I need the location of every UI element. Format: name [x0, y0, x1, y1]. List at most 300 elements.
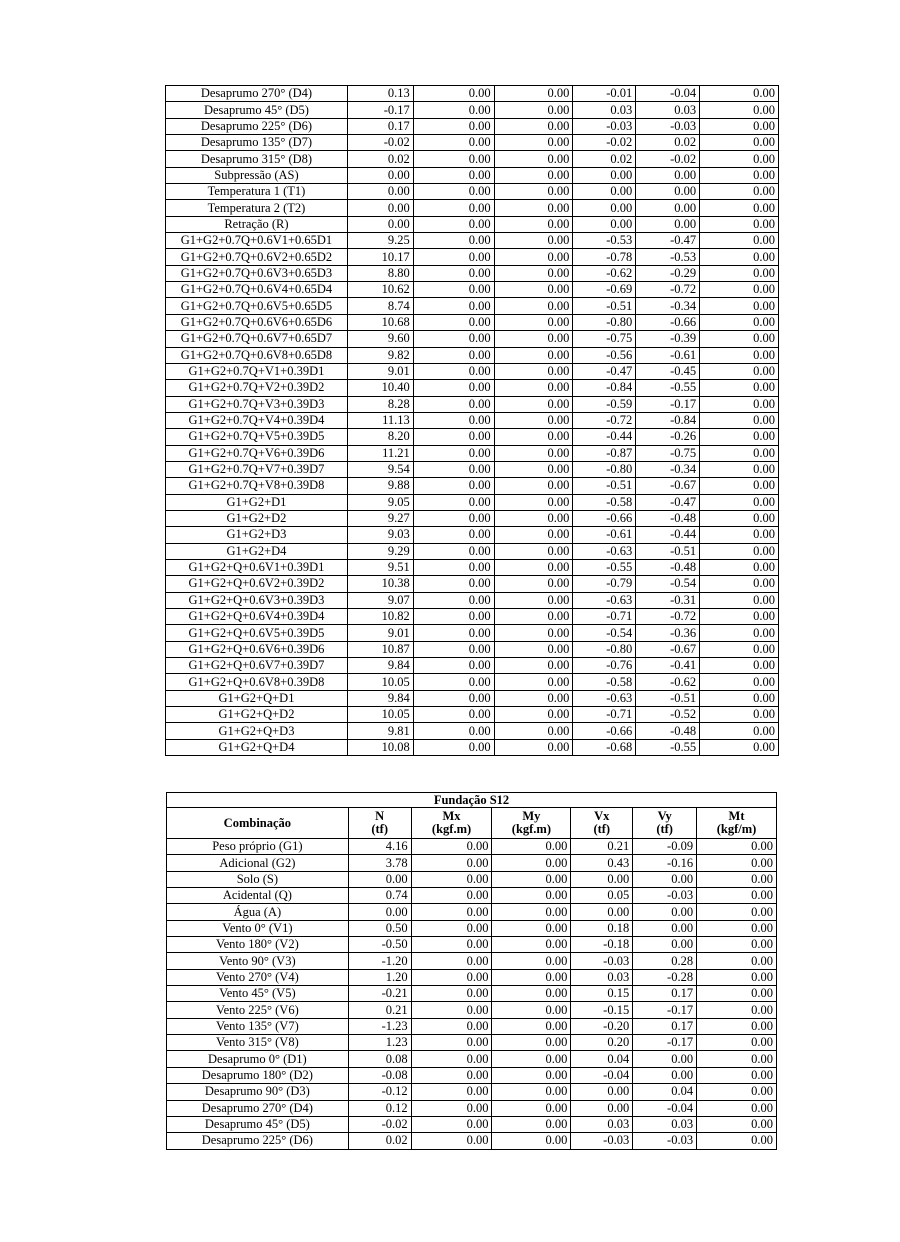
value-cell: 0.00 [494, 184, 573, 200]
table-row [166, 167, 779, 183]
value-cell: 0.00 [413, 412, 494, 428]
header-combinacao: Combinação [167, 808, 349, 839]
value-cell: 0.00 [697, 1084, 777, 1100]
value-cell: -0.58 [573, 494, 636, 510]
combination-cell: G1+G2+0.7Q+0.6V1+0.65D1 [166, 233, 348, 249]
value-cell: -0.03 [633, 888, 697, 904]
combination-cell: Vento 135° (V7) [167, 1018, 349, 1034]
table-row [167, 855, 777, 871]
value-cell: 0.00 [411, 1100, 492, 1116]
value-cell: -0.78 [573, 249, 636, 265]
value-cell: 0.17 [347, 118, 413, 134]
value-cell: 0.00 [413, 216, 494, 232]
value-cell: 0.00 [700, 739, 779, 755]
value-cell: 0.00 [700, 118, 779, 134]
value-cell: 0.04 [633, 1084, 697, 1100]
table-row [166, 233, 779, 249]
value-cell: 0.00 [700, 102, 779, 118]
value-cell: -0.44 [636, 527, 700, 543]
value-cell: 0.00 [411, 953, 492, 969]
value-cell: 0.00 [492, 1051, 571, 1067]
value-cell: 9.01 [347, 625, 413, 641]
value-cell: 0.00 [413, 461, 494, 477]
value-cell: 0.00 [494, 559, 573, 575]
value-cell: 0.00 [492, 1002, 571, 1018]
value-cell: -0.02 [636, 151, 700, 167]
combination-cell: Vento 270° (V4) [167, 969, 349, 985]
combination-cell: G1+G2+Q+0.6V8+0.39D8 [166, 674, 348, 690]
value-cell: 0.00 [571, 904, 633, 920]
value-cell: -0.48 [636, 510, 700, 526]
value-cell: -0.03 [636, 118, 700, 134]
value-cell: -0.47 [636, 494, 700, 510]
value-cell: 0.00 [492, 888, 571, 904]
value-cell: 0.00 [492, 1100, 571, 1116]
table-row [167, 839, 777, 855]
value-cell: -0.17 [347, 102, 413, 118]
table-row [166, 592, 779, 608]
value-cell: 0.00 [697, 1067, 777, 1083]
value-cell: -0.04 [633, 1100, 697, 1116]
table-row [166, 363, 779, 379]
table-row [166, 739, 779, 755]
combination-cell: G1+G2+0.7Q+0.6V2+0.65D2 [166, 249, 348, 265]
value-cell: 0.00 [494, 690, 573, 706]
value-cell: 0.00 [411, 1067, 492, 1083]
table-row [166, 510, 779, 526]
value-cell: 0.00 [571, 1100, 633, 1116]
header-unit: (kgf.m) [431, 822, 472, 836]
value-cell: 0.00 [347, 167, 413, 183]
value-cell: 0.00 [700, 559, 779, 575]
value-cell: 0.00 [700, 347, 779, 363]
value-cell: 8.80 [347, 265, 413, 281]
value-cell: -0.03 [571, 953, 633, 969]
table-row [166, 429, 779, 445]
table-row [166, 445, 779, 461]
value-cell: -0.39 [636, 331, 700, 347]
value-cell: -0.71 [573, 609, 636, 625]
header-my [492, 808, 571, 839]
value-cell: 9.25 [347, 233, 413, 249]
value-cell: 0.00 [633, 920, 697, 936]
value-cell: 0.17 [633, 986, 697, 1002]
value-cell: 0.00 [492, 1067, 571, 1083]
value-cell: -0.18 [571, 937, 633, 953]
value-cell: -0.02 [573, 135, 636, 151]
value-cell: 0.00 [413, 527, 494, 543]
value-cell: 0.00 [494, 118, 573, 134]
combination-cell: G1+G2+Q+0.6V5+0.39D5 [166, 625, 348, 641]
combination-cell: Solo (S) [167, 871, 349, 887]
value-cell: 0.00 [492, 1116, 571, 1132]
header-name: My [522, 809, 541, 823]
combination-cell: G1+G2+0.7Q+0.6V8+0.65D8 [166, 347, 348, 363]
value-cell: 0.00 [700, 723, 779, 739]
value-cell: 0.00 [700, 445, 779, 461]
value-cell: 0.00 [700, 184, 779, 200]
value-cell: -0.59 [573, 396, 636, 412]
value-cell: -0.87 [573, 445, 636, 461]
value-cell: 0.00 [700, 641, 779, 657]
value-cell: 0.28 [633, 953, 697, 969]
value-cell: 0.00 [636, 216, 700, 232]
value-cell: 8.28 [347, 396, 413, 412]
combination-cell: G1+G2+0.7Q+V5+0.39D5 [166, 429, 348, 445]
value-cell: -0.58 [573, 674, 636, 690]
value-cell: 0.00 [492, 1084, 571, 1100]
value-cell: 0.00 [697, 1133, 777, 1149]
value-cell: 0.00 [700, 674, 779, 690]
value-cell: 0.00 [494, 739, 573, 755]
value-cell: 0.00 [411, 888, 492, 904]
table-row [167, 969, 777, 985]
table-title: Fundação S12 [167, 793, 777, 808]
value-cell: 0.00 [494, 429, 573, 445]
value-cell: 0.00 [492, 920, 571, 936]
value-cell: 0.00 [700, 592, 779, 608]
value-cell: 0.00 [700, 510, 779, 526]
value-cell: 0.03 [633, 1116, 697, 1132]
value-cell: 0.00 [494, 282, 573, 298]
value-cell: 9.03 [347, 527, 413, 543]
value-cell: -0.72 [636, 609, 700, 625]
value-cell: 0.00 [697, 888, 777, 904]
value-cell: -0.66 [573, 723, 636, 739]
value-cell: 0.00 [700, 494, 779, 510]
combination-cell: Desaprumo 0° (D1) [167, 1051, 349, 1067]
value-cell: -0.51 [636, 543, 700, 559]
combination-cell: G1+G2+0.7Q+V4+0.39D4 [166, 412, 348, 428]
value-cell: 0.00 [571, 871, 633, 887]
value-cell: 0.00 [633, 937, 697, 953]
value-cell: -0.72 [573, 412, 636, 428]
combination-cell: Vento 180° (V2) [167, 937, 349, 953]
value-cell: 0.00 [413, 559, 494, 575]
value-cell: 0.00 [700, 249, 779, 265]
combination-cell: Desaprumo 270° (D4) [167, 1100, 349, 1116]
value-cell: 0.03 [571, 1116, 633, 1132]
value-cell: 0.00 [494, 494, 573, 510]
value-cell: 1.23 [348, 1035, 411, 1051]
table-row [166, 609, 779, 625]
table-row [166, 543, 779, 559]
value-cell: 0.00 [413, 118, 494, 134]
value-cell: 10.62 [347, 282, 413, 298]
table-row [166, 380, 779, 396]
value-cell: 0.00 [492, 969, 571, 985]
combination-cell: G1+G2+Q+D1 [166, 690, 348, 706]
value-cell: 10.40 [347, 380, 413, 396]
value-cell: 1.20 [348, 969, 411, 985]
value-cell: 0.00 [633, 1051, 697, 1067]
value-cell: -0.12 [348, 1084, 411, 1100]
value-cell: 9.51 [347, 559, 413, 575]
value-cell: -0.03 [571, 1133, 633, 1149]
value-cell: -0.51 [573, 478, 636, 494]
value-cell: 0.00 [411, 1051, 492, 1067]
header-mx [411, 808, 492, 839]
combination-cell: G1+G2+0.7Q+0.6V5+0.65D5 [166, 298, 348, 314]
value-cell: 0.00 [413, 641, 494, 657]
table-row [166, 151, 779, 167]
value-cell: 0.00 [494, 265, 573, 281]
table-row [167, 986, 777, 1002]
table-row [167, 937, 777, 953]
value-cell: 0.00 [411, 839, 492, 855]
value-cell: -0.76 [573, 658, 636, 674]
value-cell: -0.80 [573, 461, 636, 477]
table-row [166, 576, 779, 592]
value-cell: 0.00 [494, 314, 573, 330]
value-cell: 0.00 [494, 641, 573, 657]
value-cell: 0.05 [571, 888, 633, 904]
header-unit: (tf) [656, 822, 673, 836]
value-cell: 9.60 [347, 331, 413, 347]
value-cell: 0.18 [571, 920, 633, 936]
value-cell: 0.00 [411, 920, 492, 936]
value-cell: 0.00 [700, 233, 779, 249]
value-cell: 0.00 [494, 576, 573, 592]
value-cell: 0.00 [700, 543, 779, 559]
value-cell: -0.80 [573, 641, 636, 657]
table-row [166, 184, 779, 200]
combination-cell: G1+G2+D2 [166, 510, 348, 526]
value-cell: 0.00 [411, 937, 492, 953]
value-cell: 0.00 [571, 1084, 633, 1100]
value-cell: 0.00 [636, 167, 700, 183]
value-cell: 0.00 [494, 625, 573, 641]
value-cell: 0.00 [494, 658, 573, 674]
value-cell: 9.81 [347, 723, 413, 739]
value-cell: 11.21 [347, 445, 413, 461]
table-row [167, 953, 777, 969]
value-cell: 0.12 [348, 1100, 411, 1116]
value-cell: 0.00 [413, 739, 494, 755]
value-cell: -0.69 [573, 282, 636, 298]
value-cell: 0.00 [413, 510, 494, 526]
value-cell: -0.26 [636, 429, 700, 445]
combination-cell: G1+G2+Q+0.6V6+0.39D6 [166, 641, 348, 657]
value-cell: 0.00 [348, 871, 411, 887]
value-cell: -0.63 [573, 592, 636, 608]
combination-cell: G1+G2+Q+0.6V1+0.39D1 [166, 559, 348, 575]
value-cell: 0.00 [413, 478, 494, 494]
value-cell: 0.00 [700, 527, 779, 543]
header-name: Vy [657, 809, 672, 823]
combination-cell: Desaprumo 270° (D4) [166, 86, 348, 102]
value-cell: 10.08 [347, 739, 413, 755]
value-cell: 0.00 [700, 412, 779, 428]
combination-cell: G1+G2+Q+0.6V3+0.39D3 [166, 592, 348, 608]
table-row [167, 1035, 777, 1051]
value-cell: 0.00 [494, 102, 573, 118]
value-cell: 0.00 [347, 200, 413, 216]
value-cell: -0.53 [636, 249, 700, 265]
value-cell: 0.00 [573, 200, 636, 216]
value-cell: 0.00 [413, 167, 494, 183]
value-cell: 3.78 [348, 855, 411, 871]
value-cell: 0.00 [413, 707, 494, 723]
value-cell: 0.00 [413, 723, 494, 739]
table-row [167, 1002, 777, 1018]
table-row [166, 412, 779, 428]
header-name: Mx [442, 809, 461, 823]
combination-cell: G1+G2+Q+D4 [166, 739, 348, 755]
value-cell: 0.02 [573, 151, 636, 167]
combination-cell: Vento 0° (V1) [167, 920, 349, 936]
value-cell: -0.16 [633, 855, 697, 871]
value-cell: 0.00 [413, 674, 494, 690]
table-row [166, 707, 779, 723]
value-cell: 0.00 [492, 855, 571, 871]
combination-table-continued [165, 85, 779, 756]
combination-cell: G1+G2+Q+0.6V4+0.39D4 [166, 609, 348, 625]
value-cell: 0.02 [636, 135, 700, 151]
combination-cell: G1+G2+0.7Q+0.6V4+0.65D4 [166, 282, 348, 298]
value-cell: -0.09 [633, 839, 697, 855]
table-row [166, 559, 779, 575]
value-cell: 0.00 [413, 396, 494, 412]
value-cell: -0.75 [636, 445, 700, 461]
value-cell: 0.00 [413, 690, 494, 706]
value-cell: 0.00 [494, 86, 573, 102]
value-cell: 0.00 [411, 871, 492, 887]
value-cell: 9.05 [347, 494, 413, 510]
table-row [167, 1084, 777, 1100]
value-cell: 0.00 [700, 265, 779, 281]
value-cell: 9.88 [347, 478, 413, 494]
value-cell: 0.00 [494, 249, 573, 265]
value-cell: 0.00 [413, 609, 494, 625]
value-cell: 9.54 [347, 461, 413, 477]
value-cell: 0.00 [700, 86, 779, 102]
value-cell: 0.00 [697, 920, 777, 936]
value-cell: 0.21 [348, 1002, 411, 1018]
header-name: N [375, 809, 385, 823]
value-cell: 0.00 [413, 233, 494, 249]
value-cell: -0.29 [636, 265, 700, 281]
value-cell: -0.47 [636, 233, 700, 249]
table-row [166, 494, 779, 510]
value-cell: -0.21 [348, 986, 411, 1002]
value-cell: 0.00 [636, 200, 700, 216]
header-unit: (kgf.m) [511, 822, 552, 836]
value-cell: 0.00 [492, 937, 571, 953]
value-cell: 0.00 [697, 1116, 777, 1132]
value-cell: 0.00 [700, 625, 779, 641]
combination-cell: G1+G2+0.7Q+0.6V3+0.65D3 [166, 265, 348, 281]
value-cell: 0.00 [697, 1018, 777, 1034]
value-cell: 0.00 [413, 543, 494, 559]
combination-cell: Desaprumo 315° (D8) [166, 151, 348, 167]
table-row [166, 200, 779, 216]
value-cell: 0.00 [573, 184, 636, 200]
value-cell: 0.00 [697, 1100, 777, 1116]
value-cell: -0.17 [633, 1002, 697, 1018]
foundation-s12-table [166, 792, 777, 1150]
value-cell: 0.00 [413, 200, 494, 216]
value-cell: 0.00 [413, 658, 494, 674]
header-vy [633, 808, 697, 839]
value-cell: 9.01 [347, 363, 413, 379]
value-cell: -0.62 [573, 265, 636, 281]
value-cell: -0.41 [636, 658, 700, 674]
value-cell: 0.00 [700, 331, 779, 347]
value-cell: 0.00 [411, 1084, 492, 1100]
value-cell: 0.00 [697, 953, 777, 969]
value-cell: 0.00 [492, 904, 571, 920]
value-cell: 0.15 [571, 986, 633, 1002]
value-cell: -0.54 [636, 576, 700, 592]
value-cell: 0.00 [700, 396, 779, 412]
value-cell: 0.00 [413, 314, 494, 330]
value-cell: -0.61 [573, 527, 636, 543]
value-cell: -0.03 [633, 1133, 697, 1149]
table-row [166, 135, 779, 151]
value-cell: 0.00 [494, 592, 573, 608]
value-cell: -0.50 [348, 937, 411, 953]
value-cell: -0.17 [636, 396, 700, 412]
value-cell: 0.00 [573, 216, 636, 232]
value-cell: -0.48 [636, 559, 700, 575]
value-cell: 0.00 [494, 135, 573, 151]
combination-cell: Vento 225° (V6) [167, 1002, 349, 1018]
value-cell: 0.00 [700, 363, 779, 379]
value-cell: -0.52 [636, 707, 700, 723]
value-cell: 0.00 [700, 380, 779, 396]
value-cell: 0.00 [413, 135, 494, 151]
header-unit: (tf) [371, 822, 388, 836]
value-cell: -0.31 [636, 592, 700, 608]
combination-cell: Desaprumo 180° (D2) [167, 1067, 349, 1083]
table-row [166, 625, 779, 641]
value-cell: -0.45 [636, 363, 700, 379]
value-cell: -0.54 [573, 625, 636, 641]
header-vx [571, 808, 633, 839]
value-cell: 9.84 [347, 658, 413, 674]
value-cell: 0.00 [413, 86, 494, 102]
value-cell: 0.00 [413, 347, 494, 363]
combination-cell: Vento 90° (V3) [167, 953, 349, 969]
value-cell: 0.74 [348, 888, 411, 904]
table-row [167, 1116, 777, 1132]
value-cell: 0.00 [700, 707, 779, 723]
value-cell: 0.03 [636, 102, 700, 118]
value-cell: -0.01 [573, 86, 636, 102]
combination-cell: G1+G2+D1 [166, 494, 348, 510]
value-cell: -0.75 [573, 331, 636, 347]
table-row [166, 314, 779, 330]
value-cell: 0.00 [700, 609, 779, 625]
value-cell: 8.20 [347, 429, 413, 445]
value-cell: 0.02 [347, 151, 413, 167]
value-cell: 0.00 [413, 625, 494, 641]
value-cell: 0.00 [411, 1133, 492, 1149]
value-cell: -0.66 [636, 314, 700, 330]
value-cell: 0.00 [492, 986, 571, 1002]
value-cell: 0.00 [411, 904, 492, 920]
value-cell: -0.55 [573, 559, 636, 575]
combination-cell: G1+G2+0.7Q+V7+0.39D7 [166, 461, 348, 477]
combination-cell: Vento 315° (V8) [167, 1035, 349, 1051]
value-cell: 0.00 [697, 937, 777, 953]
combination-cell: G1+G2+Q+0.6V7+0.39D7 [166, 658, 348, 674]
combination-cell: G1+G2+D3 [166, 527, 348, 543]
value-cell: -0.84 [636, 412, 700, 428]
value-cell: 0.00 [413, 380, 494, 396]
value-cell: 0.00 [697, 871, 777, 887]
